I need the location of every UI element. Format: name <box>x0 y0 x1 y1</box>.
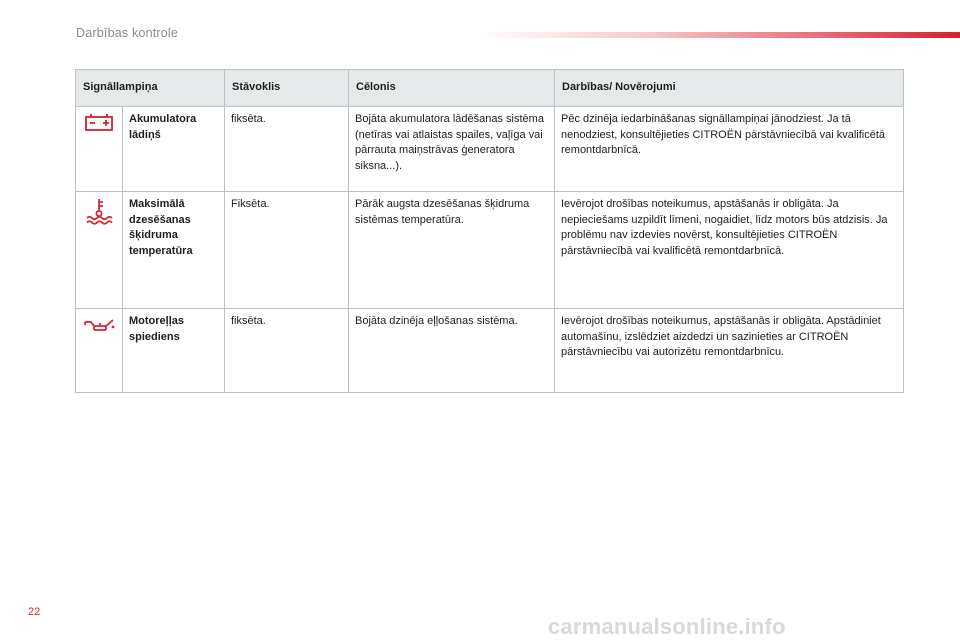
warning-action: Pēc dzinēja iedarbināšanas signāllampiņai jānodziest. Ja tā nenodziest, konsultējieties CITROËN pārstāvniecībā vai kvalificētā remontdarbnīcā. <box>555 107 904 192</box>
watermark: carmanualsonline.info <box>548 614 786 639</box>
page-number: 22 <box>28 606 41 618</box>
column-header-state: Stāvoklis <box>225 70 349 107</box>
table-row <box>76 107 904 192</box>
table-row <box>76 309 904 393</box>
coolant-temperature-icon <box>82 197 116 225</box>
warning-lights-table <box>75 69 904 393</box>
icon-cell <box>76 192 123 309</box>
warning-action: Ievērojot drošības noteikumus, apstāšanās ir obligāta. Ja nepieciešams uzpildīt līmeni, nogaidiet, līdz motors būs atdzisis. Ja problēmu nav izdevies novērst, konsultējieties CITROËN pārstāvniecībā vai kvalificētā remontdarbnīcā. <box>555 192 904 309</box>
warning-state: Fiksēta. <box>225 192 349 309</box>
column-header-action: Darbības/ Novērojumi <box>555 70 904 107</box>
section-title: Darbības kontrole <box>76 26 179 40</box>
warning-name: Maksimālā dzesēšanas šķidruma temperatūra <box>123 192 225 309</box>
battery-warning-icon <box>82 112 116 132</box>
warning-state: fiksēta. <box>225 107 349 192</box>
column-header-signal: Signāllampiņa <box>76 70 225 107</box>
warning-cause: Bojāta akumulatora lādēšanas sistēma (netīras vai atlaistas spailes, vaļīga vai pārrauta maiņstrāvas ģeneratora siksna...). <box>349 107 555 192</box>
icon-cell <box>76 309 123 393</box>
warning-cause: Pārāk augsta dzesēšanas šķidruma sistēmas temperatūra. <box>349 192 555 309</box>
table-row <box>76 192 904 309</box>
header-accent-bar <box>478 32 960 38</box>
warning-cause: Bojāta dzinēja eļļošanas sistēma. <box>349 309 555 393</box>
column-header-cause: Cēlonis <box>349 70 555 107</box>
icon-cell <box>76 107 123 192</box>
warning-action: Ievērojot drošības noteikumus, apstāšanās ir obligāta. Apstādiniet automašīnu, izslēdziet aizdedzi un sazinieties ar CITROËN pārstāvniecību vai autorizētu remontdarbnīcu. <box>555 309 904 393</box>
warning-state: fiksēta. <box>225 309 349 393</box>
table-header-row <box>76 70 904 107</box>
warning-name: Akumulatora lādiņš <box>123 107 225 192</box>
warning-name: Motoreļļas spiediens <box>123 309 225 393</box>
oil-pressure-icon <box>82 314 116 334</box>
